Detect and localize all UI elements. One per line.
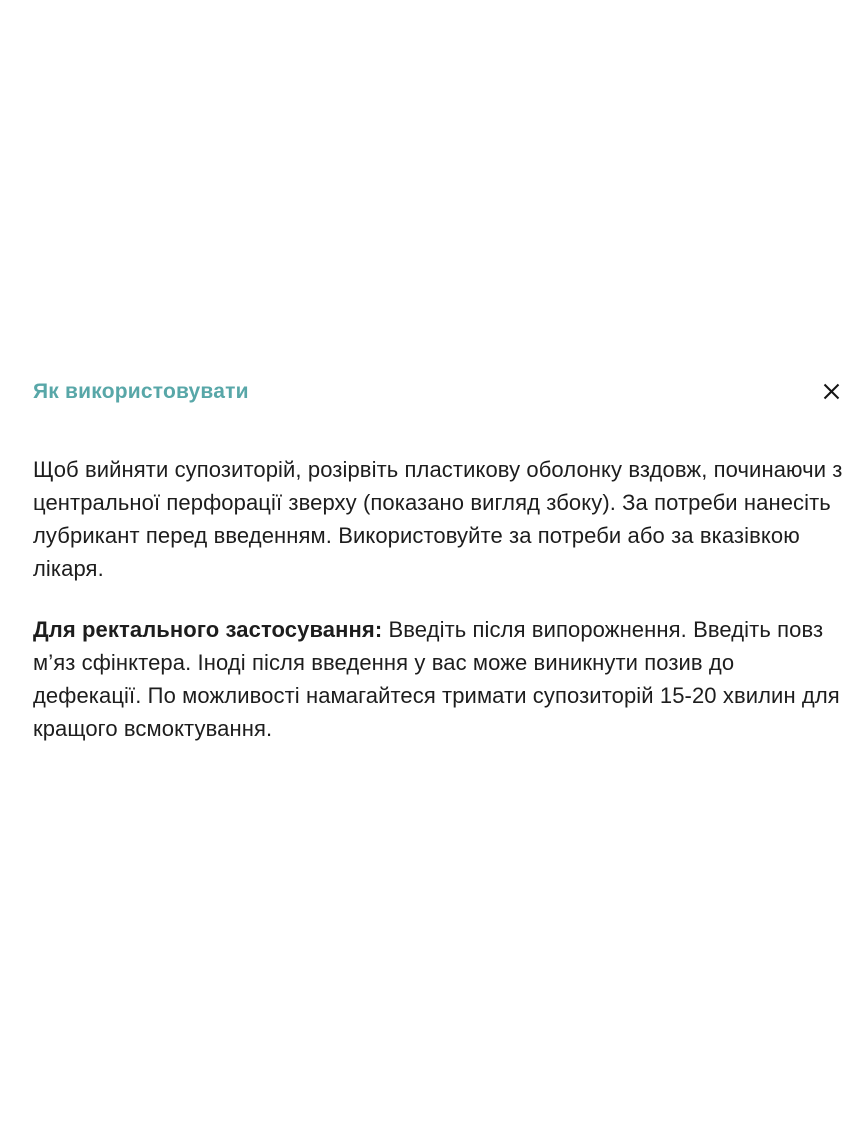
rectal-use-text: Введіть після випорожнення. Введіть повз м’яз сфінктера. Іноді після введення у вас може виникнути позив до дефекації. По можливості намагайтеся тримати супозиторій 15-20 хвилин для кращого всмоктування. bbox=[33, 617, 840, 741]
rectal-use-lead: Для ректального застосування: bbox=[33, 617, 383, 642]
close-icon bbox=[822, 382, 841, 401]
modal-header bbox=[33, 379, 845, 404]
modal-title: Як використовувати bbox=[33, 380, 249, 403]
usage-instructions-text: Щоб вийняти супозиторій, розірвіть пластикову оболонку вздовж, починаючи з центральної перфорації зверху (показано вигляд збоку). За потреби нанесіть лубрикант перед введенням. Використовуйте за потреби або за вказівкою лікаря. bbox=[33, 457, 843, 581]
rectal-use-paragraph bbox=[33, 613, 845, 745]
usage-instructions-paragraph bbox=[33, 453, 845, 585]
close-button[interactable] bbox=[822, 382, 841, 401]
